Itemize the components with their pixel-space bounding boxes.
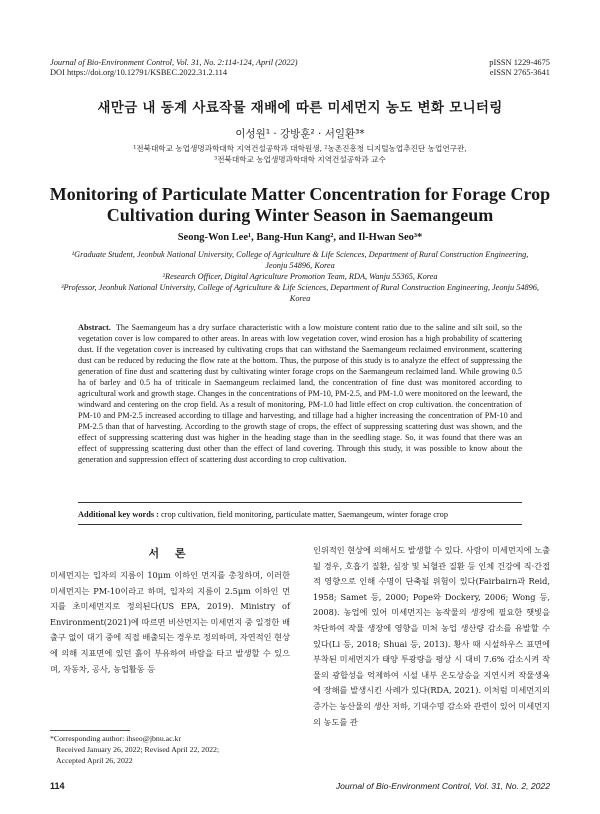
footnote-divider [50,730,130,731]
pissn: pISSN 1229-4675 [489,58,550,67]
korean-affiliation-2: ³전북대학교 농업생명과학대학 지역건설공학과 교수 [214,155,386,164]
english-affiliation-1: ¹Graduate Student, Jeonbuk National University, College of Agriculture & Life Sciences, Department of Rural Construction Engineering, Jeonju 54896, Korea [71,250,529,270]
keywords-divider [78,524,522,525]
keywords-label: Additional key words : [78,510,159,519]
footer-journal: Journal of Bio-Environment Control, Vol. 31, No. 2, 2022 [335,781,550,791]
right-column-text: 인위적인 현상에 의해서도 발생할 수 있다. 사람이 미세먼지에 노출될 경우, 호흡기 질환, 심장 및 뇌혈관 질환 등 인체 건강에 직·간접적 영향으로 인해 수명이 단축될 위험이 있다(Fairbairn과 Reid, 1958; Samet 등, 2000; Pope와 Dockery, 2006; Wong 등, 2008). 농업에 있어 미세먼지는 농작물의 생장에 필요한 햇빛을 차단하여 작물 생장에 영향을 미쳐 농업 생산량 감소를 유발할 수 있다(Li 등, 2018; Shuai 등, 2013). 황사 때 시설하우스 표면에 부착된 미세먼지가 태양 투광량을 평상 시 대비 7.6% 감소시켜 작물의 광합성을 억제하여 시설 내부 온도상승을 지연시켜 작물생육에 장해를 발생시킨 사례가 있다(RDA, 2021). 이처럼 미세먼지의 증가는 농산물의 생산 저하, 기대수명 감소와 관련이 있어 미세먼지의 농도를 관 [313,545,550,727]
abstract-label: Abstract. [78,323,111,332]
english-affiliation-2: ²Research Officer, Digital Agriculture Promotion Team, RDA, Wanju 55365, Korea [162,272,438,281]
keywords [78,509,522,520]
korean-title: 새만금 내 동계 사료작물 재배에 따른 미세먼지 농도 변화 모니터링 [97,100,503,116]
section-title: 서 론 [148,547,192,560]
eissn: eISSN 2765-3641 [489,68,550,77]
korean-affiliation-1: ¹전북대학교 농업생명과학대학 지역건설공학과 대학원생, ²농촌진흥청 디지털농업추진단 농업연구관, [133,144,467,153]
doi: DOI https://doi.org/10.12791/KSBEC.2022.31.2.114 [50,68,228,77]
abstract-text: The Saemangeum has a dry surface characteristic with a low moisture content ratio due to the saline and silt soil, so the vegetation cover is low compared to other areas. In areas with low vegetation cover, wind erosion has a high probability of scattering dust. If the vegetation cover is increased by cultivating crops that can withstand the Saemangeum reclaimed environment, scattering dust can be reduced by reducing the flow rate at the bottom. Thus, the purpose of this study is to analyze the effect of suppressing the generation of fine dust and scattering dust by cultivating winter forage crops on the Saemangeum reclaimed land. While growing 0.5 ha of barley and 0.5 ha of triticale in Saemangeum reclaimed land, the concentration of fine dust was monitored according to agricultural work and growth stage. Changes in the concentrations of PM-10, PM-2.5, and PM-1.0 were monitored on the leeward, the windward and centering on the crop field. As a result of monitoring, PM-1.0 had little effect on crop cultivation. the concentration of PM-10 and PM-2.5 increased according to tillage and harvesting, and tillage had a higher increasing the concentration of PM-10 and PM-2.5 than that of harvesting. According to the growth stage of crops, the effect of suppressing scattering dust was shown, and the effect of suppressing scattering dust was higher in the heading stage than in the seedling stage. So, it was found that there was an effect of suppressing scattering dust other than the effect of land covering. Through this study, it was possible to know about the generation and suppression effect of scattering dust according to crop cultivation. [78,323,522,464]
corresponding-author: *Corresponding author: ihseo@jbnu.ac.kr [50,734,182,743]
left-column-text: 미세먼지는 입자의 지름이 10μm 이하인 먼지를 총칭하며, 이러한 미세먼지는 PM-10이라고 하며, 입자의 지름이 2.5μm 이하인 먼지를 초미세먼지로 정의된다(US EPA, 2019). Ministry of Environment(2021)에 따르면 비산먼지는 미세먼지 중 일정한 배출구 없이 대기 중에 직접 배출되는 경우로 정의하며, 자연적인 현상에 의해 지표면에 있던 흙이 부유하여 바람을 타고 발생할 수 있으며, 자동차, 공사, 농업활동 등 [50,570,290,674]
korean-authors: 이성원¹ · 강방훈² · 서일환³* [235,128,365,140]
abstract [78,322,522,465]
keywords-text: crop cultivation, field monitoring, particulate matter, Saemangeum, winter forage crop [161,510,448,519]
english-affiliation-3: ³Professor, Jeonbuk National University, College of Agriculture & Life Sciences, Department of Rural Construction Engineering, Jeonju 54896, Korea [60,283,540,303]
page-number: 114 [50,781,65,791]
abstract-divider [78,502,522,503]
received-dates: Received January 26, 2022; Revised April 22, 2022; [56,745,220,754]
english-title: Monitoring of Particulate Matter Concentration for Forage Crop Cultivation during Winter Season in Saemangeum [49,184,551,225]
english-authors: Seong-Won Lee¹, Bang-Hun Kang², and Il-Hwan Seo³* [177,232,423,243]
accepted-date: Accepted April 26, 2022 [56,756,133,765]
journal-citation: Journal of Bio-Environment Control, Vol. 31, No. 2:114-124, April (2022) [50,58,298,67]
